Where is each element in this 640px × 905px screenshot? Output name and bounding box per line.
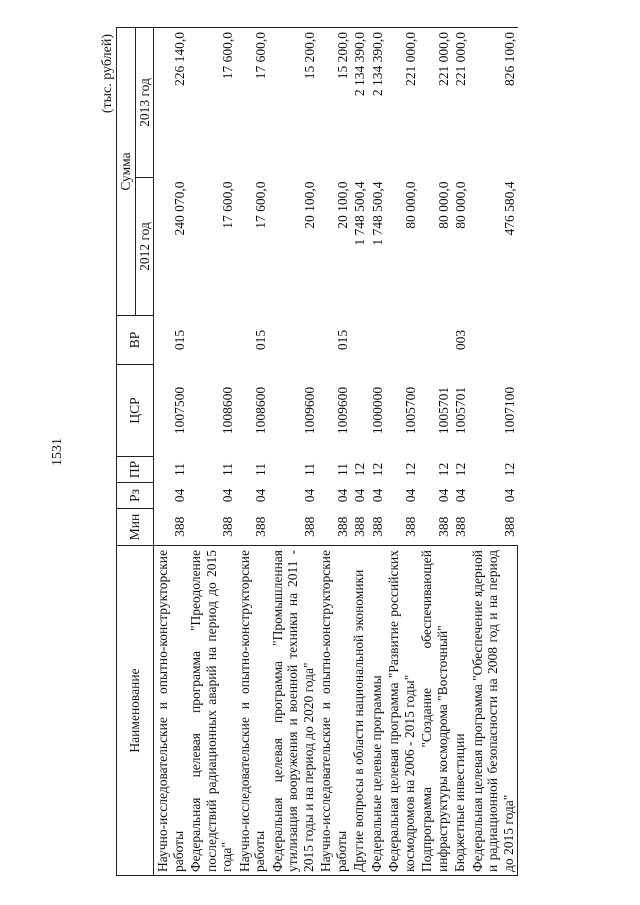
row-sum-2012: 476 580,4 bbox=[502, 181, 517, 236]
row-vr: 003 bbox=[453, 329, 468, 351]
units-label: (тыс. рублей) bbox=[100, 34, 115, 114]
row-sum-2013: 221 000,0 bbox=[385, 27, 418, 177]
row-vr bbox=[368, 316, 386, 365]
row-vr: 015 bbox=[171, 329, 187, 351]
row-rz: 04 bbox=[369, 488, 385, 503]
row-sum-2012: 17 600,0 bbox=[220, 181, 235, 229]
row-sum-2013: 826 100,0 bbox=[469, 27, 518, 177]
row-name: Бюджетные инвестиции bbox=[451, 546, 469, 876]
table-row bbox=[350, 27, 368, 875]
col-name-header: Наименование bbox=[117, 546, 154, 876]
table-row bbox=[187, 27, 236, 875]
row-sum-2012: 240 070,0 bbox=[171, 181, 187, 236]
row-pr: 11 bbox=[301, 463, 317, 476]
row-sum-2012: 80 000,0 bbox=[435, 181, 451, 229]
row-vr: 015 bbox=[334, 329, 350, 351]
row-min: 388 bbox=[301, 516, 317, 537]
table-row bbox=[368, 27, 386, 875]
row-pr: 11 bbox=[334, 463, 350, 476]
row-csr: 1007500 bbox=[171, 386, 187, 435]
row-sum-2013: 17 600,0 bbox=[236, 27, 269, 177]
row-name: Научно-исследовательские и опытно-конструкторские работы bbox=[236, 546, 269, 876]
row-min: 388 bbox=[171, 516, 187, 537]
row-csr: 1007100 bbox=[502, 386, 517, 435]
row-pr: 11 bbox=[253, 463, 268, 476]
table-row bbox=[236, 27, 269, 875]
row-rz: 04 bbox=[253, 488, 268, 503]
col-rz-header: Рз bbox=[117, 483, 154, 509]
row-vr bbox=[469, 316, 518, 365]
row-min: 388 bbox=[502, 516, 517, 537]
row-vr bbox=[418, 316, 451, 365]
row-vr bbox=[187, 316, 236, 365]
row-vr bbox=[269, 316, 318, 365]
row-csr: 1005701 bbox=[453, 386, 468, 435]
row-name: Другие вопросы в области национальной экономики bbox=[350, 546, 368, 876]
row-rz: 04 bbox=[171, 488, 187, 503]
row-sum-2012: 20 100,0 bbox=[301, 181, 317, 229]
row-pr: 12 bbox=[402, 462, 418, 477]
row-pr: 12 bbox=[435, 462, 451, 477]
row-vr: 015 bbox=[253, 329, 268, 351]
table-row bbox=[469, 27, 518, 875]
row-min: 388 bbox=[253, 516, 268, 537]
col-sum-header: Сумма bbox=[117, 27, 136, 315]
row-sum-2013: 17 600,0 bbox=[187, 27, 236, 177]
row-min: 388 bbox=[334, 516, 350, 537]
row-sum-2013: 2 134 390,0 bbox=[350, 27, 368, 177]
row-rz: 04 bbox=[435, 488, 451, 503]
row-csr: 1009600 bbox=[334, 386, 350, 435]
row-pr: 12 bbox=[453, 462, 468, 477]
table-body bbox=[154, 27, 518, 875]
row-name: Федеральная целевая программа "Промышленная утилизация вооружения и военной техники на 2011 - 2015 годы и на период до 2020 года" bbox=[269, 546, 318, 876]
row-name: Подпрограмма "Создание обеспечивающей инфраструктуры космодрома "Восточный" bbox=[418, 546, 451, 876]
row-csr: 1008600 bbox=[220, 386, 235, 435]
col-2012-header: 2012 год bbox=[135, 178, 154, 316]
row-sum-2012: 80 000,0 bbox=[453, 181, 468, 229]
row-name: Научно-исследовательские и опытно-конструкторские работы bbox=[317, 546, 350, 876]
row-name: Федеральная целевая программа "Обеспечение ядерной и радиационной безопасности на 2008 год и на период до 2015 года" bbox=[469, 546, 518, 876]
row-sum-2012: 1 748 500,4 bbox=[369, 181, 385, 246]
row-rz: 04 bbox=[334, 488, 350, 503]
row-pr: 12 bbox=[369, 462, 385, 477]
table-row bbox=[385, 27, 418, 875]
row-sum-2012: 80 000,0 bbox=[402, 181, 418, 229]
col-csr-header: ЦСР bbox=[117, 365, 154, 457]
row-sum-2012: 1 748 500,4 bbox=[352, 181, 367, 246]
header-row-top bbox=[117, 27, 136, 875]
table-row bbox=[451, 27, 469, 875]
table-row bbox=[154, 27, 188, 875]
budget-table-page bbox=[100, 28, 580, 876]
row-csr: 1009600 bbox=[301, 386, 317, 435]
page-number: 1531 bbox=[50, 438, 65, 466]
row-rz: 04 bbox=[220, 488, 235, 503]
row-csr: 1000000 bbox=[369, 386, 385, 435]
row-min: 388 bbox=[352, 516, 367, 537]
col-pr-header: ПР bbox=[117, 457, 154, 483]
row-csr: 1008600 bbox=[253, 386, 268, 435]
row-pr: 11 bbox=[171, 463, 187, 476]
row-sum-2012: 17 600,0 bbox=[253, 181, 268, 229]
row-min: 388 bbox=[435, 516, 451, 537]
row-vr bbox=[350, 316, 368, 365]
row-pr: 12 bbox=[502, 462, 517, 477]
row-sum-2013: 15 200,0 bbox=[269, 27, 318, 177]
col-2013-header: 2013 год bbox=[135, 27, 154, 177]
row-pr: 12 bbox=[352, 462, 367, 477]
row-name: Федеральные целевые программы bbox=[368, 546, 386, 876]
table-row bbox=[317, 27, 350, 875]
row-min: 388 bbox=[220, 516, 235, 537]
table-row bbox=[269, 27, 318, 875]
budget-table bbox=[116, 27, 518, 876]
row-pr: 11 bbox=[220, 463, 235, 476]
row-name: Научно-исследовательские и опытно-конструкторские работы bbox=[154, 546, 188, 876]
row-sum-2013: 2 134 390,0 bbox=[368, 27, 386, 177]
row-name: Федеральная целевая программа "Преодоление последствий радиационных аварий на период до 2015 года" bbox=[187, 546, 236, 876]
row-min: 388 bbox=[402, 516, 418, 537]
table-row bbox=[418, 27, 451, 875]
row-name: Федеральная целевая программа "Развитие российских космодромов на 2006 - 2015 годы" bbox=[385, 546, 418, 876]
row-rz: 04 bbox=[502, 488, 517, 503]
row-sum-2013: 226 140,0 bbox=[154, 27, 188, 177]
row-min: 388 bbox=[369, 516, 385, 537]
row-rz: 04 bbox=[301, 488, 317, 503]
row-rz: 04 bbox=[453, 488, 468, 503]
row-sum-2012: 20 100,0 bbox=[334, 181, 350, 229]
col-min-header: Мин bbox=[117, 509, 154, 546]
col-vr-header: ВР bbox=[117, 316, 154, 365]
row-sum-2013: 15 200,0 bbox=[317, 27, 350, 177]
row-csr: 1005700 bbox=[402, 386, 418, 435]
row-rz: 04 bbox=[402, 488, 418, 503]
row-rz: 04 bbox=[352, 488, 367, 503]
row-vr bbox=[385, 316, 418, 365]
row-csr bbox=[350, 365, 368, 457]
row-min: 388 bbox=[453, 516, 468, 537]
row-sum-2013: 221 000,0 bbox=[418, 27, 451, 177]
row-sum-2013: 221 000,0 bbox=[451, 27, 469, 177]
row-csr: 1005701 bbox=[435, 386, 451, 435]
